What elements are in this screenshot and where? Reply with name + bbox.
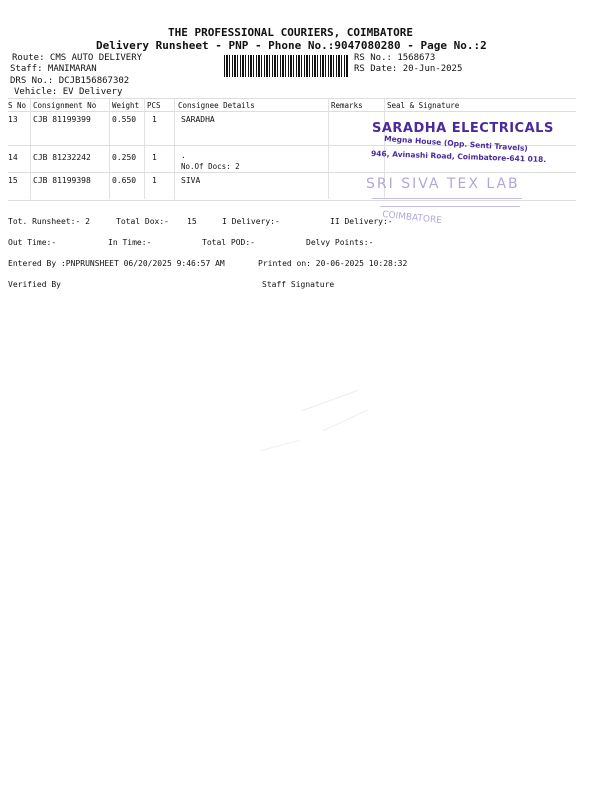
row-13-consignment: CJB 81199399 [33,115,91,124]
total-dox-label: Total Dox:- [116,217,169,226]
table-header-rule [8,111,576,112]
row-15-weight: 0.650 [112,176,137,185]
stamp-smudge [372,198,522,199]
scan-artifact [261,440,300,451]
staff-label: Staff: MANIMARAN [10,64,97,74]
row-14-consignee: . [181,151,186,160]
column-divider [109,99,110,199]
stamp1-name: SARADHA ELECTRICALS [372,121,554,136]
row-13-sno: 13 [8,115,18,124]
row-13-weight: 0.550 [112,115,137,124]
stamp1-line2: 946, Avinashi Road, Coimbatore-641 018. [370,148,547,165]
in-time: In Time:- [108,238,152,247]
stamp2-name: SRI SIVA TEX LAB [366,176,520,192]
row-15-consignee: SIVA [181,176,201,185]
row-14-docs-note: No.Of Docs: 2 [181,162,240,171]
delvy-points: Delvy Points:- [306,238,374,247]
header-consignee: Consignee Details [178,101,255,110]
header-seal: Seal & Signature [387,101,460,110]
document-title: THE PROFESSIONAL COURIERS, COIMBATORE [168,26,414,39]
rs-number: RS No.: 1568673 [354,53,436,63]
row-rule [8,172,576,173]
column-divider [328,99,329,199]
row-15-consignment: CJB 81199398 [33,176,91,185]
scan-artifact [302,390,359,411]
stamp-smudge [380,206,520,207]
column-divider [30,99,31,199]
row-14-weight: 0.250 [112,153,137,162]
header-remarks: Remarks [331,101,363,110]
row-13-consignee: SARADHA [181,115,215,124]
total-pod: Total POD:- [202,238,255,247]
row-13-pcs: 1 [152,115,157,124]
ii-delivery: II Delivery:- [330,217,393,226]
stamp1-line1: Megna House (Opp. Senti Travels) [383,133,529,154]
vehicle-label: Vehicle: EV Delivery [14,87,123,97]
table-bottom-rule [8,200,576,201]
rs-date: RS Date: 20-Jun-2025 [354,64,463,74]
row-15-sno: 15 [8,176,18,185]
i-delivery: I Delivery:- [222,217,280,226]
header-weight: Weight [112,101,140,110]
header-pcs: PCS [147,101,161,110]
table-top-rule [8,98,576,99]
total-dox-value: 15 [187,217,197,226]
row-14-consignment: CJB 81232242 [33,153,91,162]
header-sno: S No [8,101,27,110]
column-divider [174,99,175,199]
entered-by: Entered By :PNPRUNSHEET 06/20/2025 9:46:57 AM [8,259,225,268]
document-subtitle: Delivery Runsheet - PNP - Phone No.:9047080280 - Page No.:2 [96,39,487,52]
header-consignment: Consignment No [33,101,97,110]
barcode [224,55,348,77]
staff-signature: Staff Signature [262,280,335,289]
column-divider [144,99,145,199]
verified-by: Verified By [8,280,61,289]
row-14-pcs: 1 [152,153,157,162]
drs-label: DRS No.: DCJB156867302 [10,76,130,86]
row-14-sno: 14 [8,153,18,162]
route-label: Route: CMS AUTO DELIVERY [12,53,143,63]
row-15-pcs: 1 [152,176,157,185]
out-time: Out Time:- [8,238,57,247]
scan-artifact [322,409,368,431]
stamp2-line: COIMBATORE [381,209,443,227]
total-runsheet: Tot. Runsheet:- 2 [8,217,90,226]
printed-on: Printed on: 20-06-2025 10:28:32 [258,259,408,268]
